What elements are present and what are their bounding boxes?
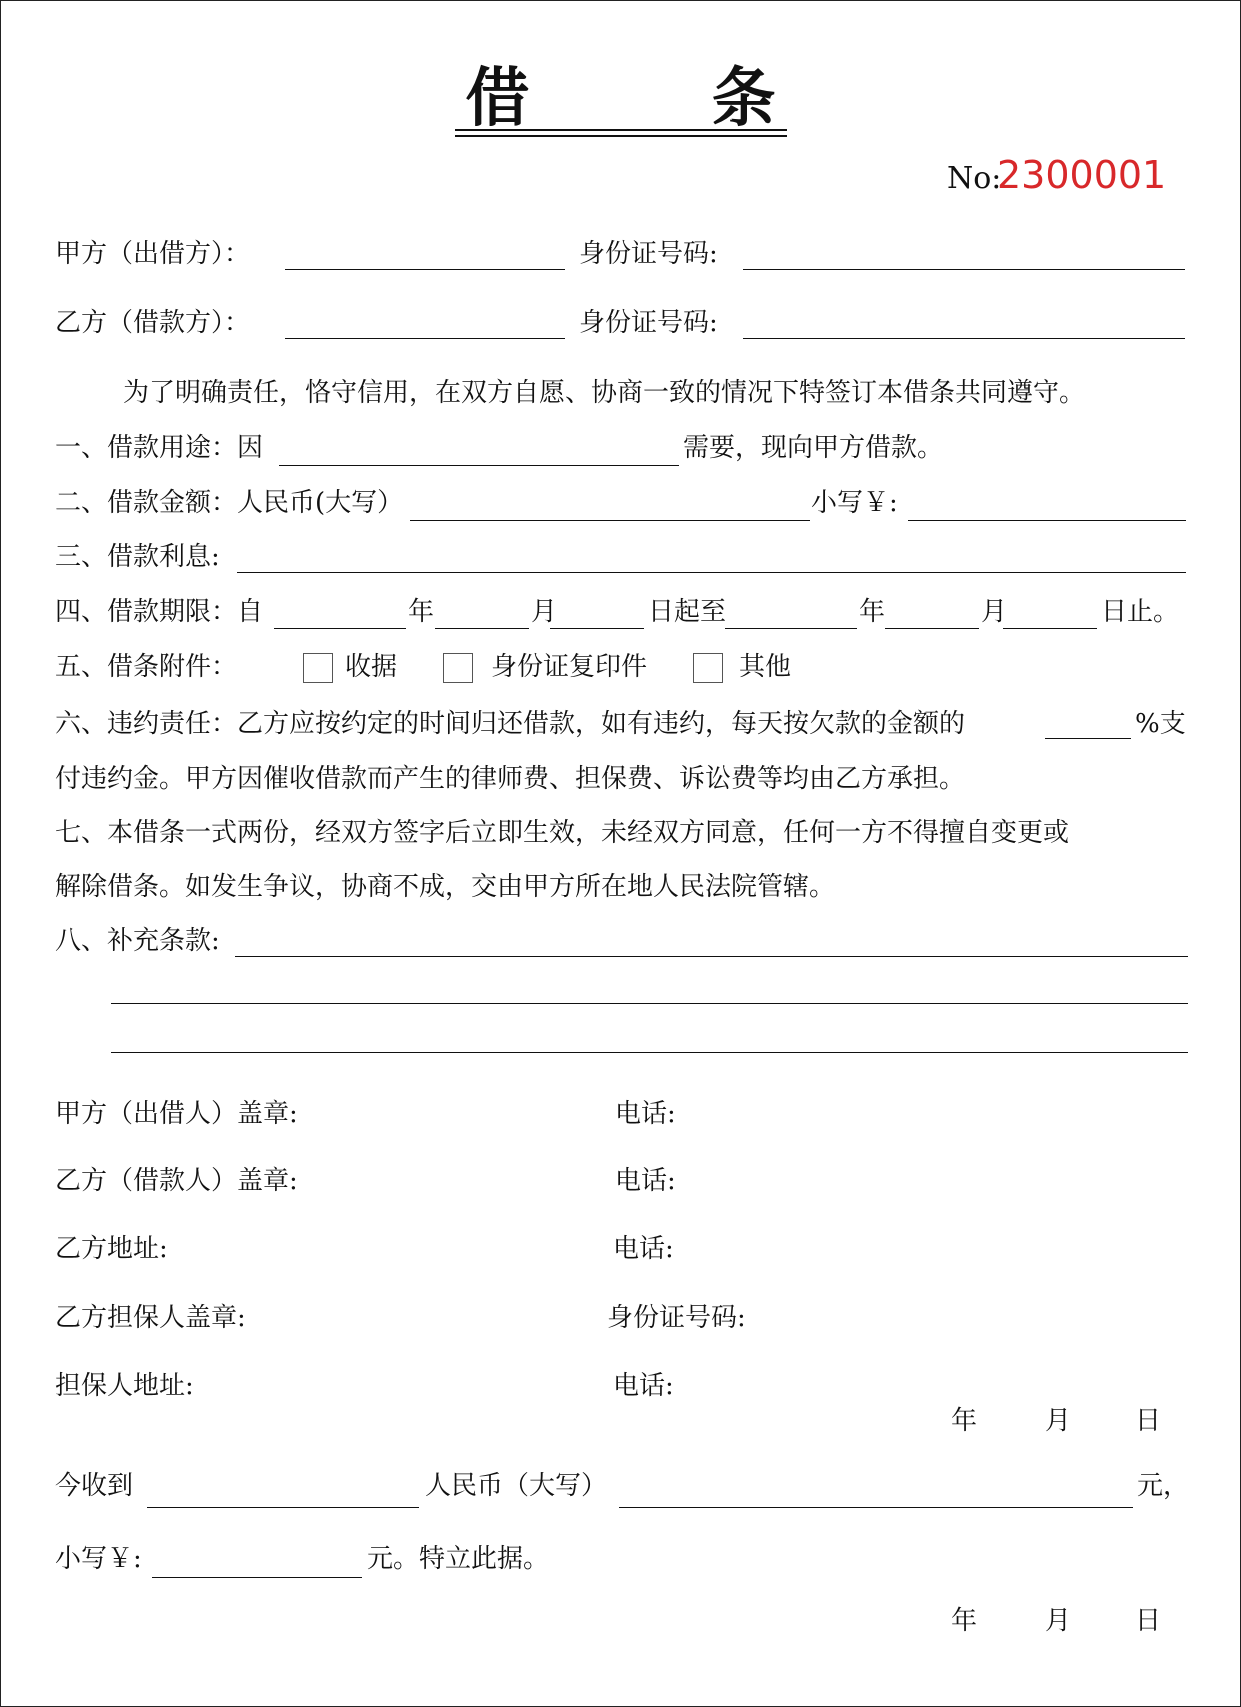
number-label: No: — [947, 161, 1002, 196]
other-option-label: 其他 — [739, 652, 792, 682]
date2-day: 日 — [1135, 1606, 1162, 1636]
clause6-line1-suffix: %支 — [1135, 709, 1186, 739]
guarantor-seal-label: 乙方担保人盖章: — [55, 1303, 246, 1333]
title-underline — [455, 135, 787, 137]
document-title: 借 条 — [465, 61, 856, 136]
clause1-suffix: 需要，现向甲方借款。 — [683, 433, 944, 463]
start-month-field[interactable] — [435, 628, 529, 629]
clause4-month: 月 — [531, 597, 558, 627]
end-year-field[interactable] — [725, 628, 857, 629]
party-a-id-label: 身份证号码: — [579, 239, 718, 269]
guarantor-phone-label: 电话: — [613, 1371, 674, 1401]
clause3-label: 三、借款利息: — [55, 542, 220, 572]
id-copy-option-label: 身份证复印件 — [491, 652, 648, 682]
clause1-label: 一、借款用途：因 — [55, 433, 264, 463]
borrower-seal-label: 乙方（借款人）盖章: — [55, 1166, 298, 1196]
document-number: 2300001 — [997, 153, 1167, 197]
receipt-checkbox[interactable] — [303, 653, 333, 683]
receipt-prefix: 今收到 — [55, 1471, 134, 1501]
receipt-small-label: 小写￥: — [55, 1544, 142, 1574]
penalty-rate-field[interactable] — [1045, 738, 1131, 739]
clause7-line2: 解除借条。如发生争议，协商不成，交由甲方所在地人民法院管辖。 — [55, 872, 836, 902]
supplement-line-2[interactable] — [111, 1003, 1188, 1004]
receipt-amount-words-field[interactable] — [619, 1507, 1133, 1508]
start-year-field[interactable] — [274, 628, 406, 629]
receipt-payer-field[interactable] — [147, 1507, 419, 1508]
intro-text: 为了明确责任，恪守信用，在双方自愿、协商一致的情况下特签订本借条共同遵守。 — [123, 378, 1086, 408]
supplement-line-1[interactable] — [235, 956, 1188, 957]
clause8-label: 八、补充条款: — [55, 926, 220, 956]
clause6-line1: 六、违约责任：乙方应按约定的时间归还借款，如有违约，每天按欠款的金额的 — [55, 709, 966, 739]
borrower-phone-label: 电话: — [615, 1166, 676, 1196]
clause4-year: 年 — [408, 597, 435, 627]
other-checkbox[interactable] — [693, 653, 723, 683]
clause4-day-from: 日起至 — [648, 597, 727, 627]
supplement-line-3[interactable] — [111, 1052, 1188, 1053]
clause4-label: 四、借款期限：自 — [55, 597, 264, 627]
party-b-label: 乙方（借款方）： — [55, 308, 251, 338]
receipt-amount-digits-field[interactable] — [152, 1577, 362, 1578]
date1-day: 日 — [1135, 1406, 1162, 1436]
loan-purpose-field[interactable] — [279, 465, 679, 466]
clause4-day-to: 日止。 — [1101, 597, 1180, 627]
interest-field[interactable] — [237, 572, 1186, 573]
clause6-line2: 付违约金。甲方因催收借款而产生的律师费、担保费、诉讼费等均由乙方承担。 — [55, 764, 966, 794]
receipt-currency-label: 人民币（大写） — [425, 1471, 608, 1501]
borrower-address-label: 乙方地址: — [55, 1234, 168, 1264]
clause4-year2: 年 — [859, 597, 886, 627]
id-copy-checkbox[interactable] — [443, 653, 473, 683]
receipt-closing-text: 元。特立此据。 — [367, 1544, 550, 1574]
lender-phone-label: 电话: — [615, 1099, 676, 1129]
receipt-option-label: 收据 — [345, 652, 398, 682]
title-underline — [455, 129, 787, 131]
date1-year: 年 — [951, 1406, 978, 1436]
guarantor-id-label: 身份证号码: — [607, 1303, 746, 1333]
borrower-address-phone-label: 电话: — [613, 1234, 674, 1264]
date2-month: 月 — [1045, 1606, 1072, 1636]
receipt-yuan-label: 元， — [1137, 1471, 1190, 1501]
party-b-name-field[interactable] — [285, 338, 565, 339]
date1-month: 月 — [1045, 1406, 1072, 1436]
party-b-id-field[interactable] — [743, 338, 1185, 339]
party-a-name-field[interactable] — [285, 269, 565, 270]
clause7-line1: 七、本借条一式两份，经双方签字后立即生效，未经双方同意，任何一方不得擅自变更或 — [55, 818, 1070, 848]
amount-digits-field[interactable] — [908, 520, 1186, 521]
clause4-month2: 月 — [981, 597, 1008, 627]
clause5-label: 五、借条附件： — [55, 652, 238, 682]
date2-year: 年 — [951, 1606, 978, 1636]
clause2-label: 二、借款金额：人民币(大写） — [55, 488, 404, 518]
party-a-label: 甲方（出借方）： — [55, 239, 251, 269]
party-b-id-label: 身份证号码: — [579, 308, 718, 338]
amount-words-field[interactable] — [410, 520, 810, 521]
end-month-field[interactable] — [885, 628, 979, 629]
clause2-small-label: 小写￥: — [811, 488, 898, 518]
start-day-field[interactable] — [550, 628, 644, 629]
guarantor-address-label: 担保人地址: — [55, 1371, 194, 1401]
lender-seal-label: 甲方（出借人）盖章: — [55, 1099, 298, 1129]
end-day-field[interactable] — [1003, 628, 1097, 629]
party-a-id-field[interactable] — [743, 269, 1185, 270]
